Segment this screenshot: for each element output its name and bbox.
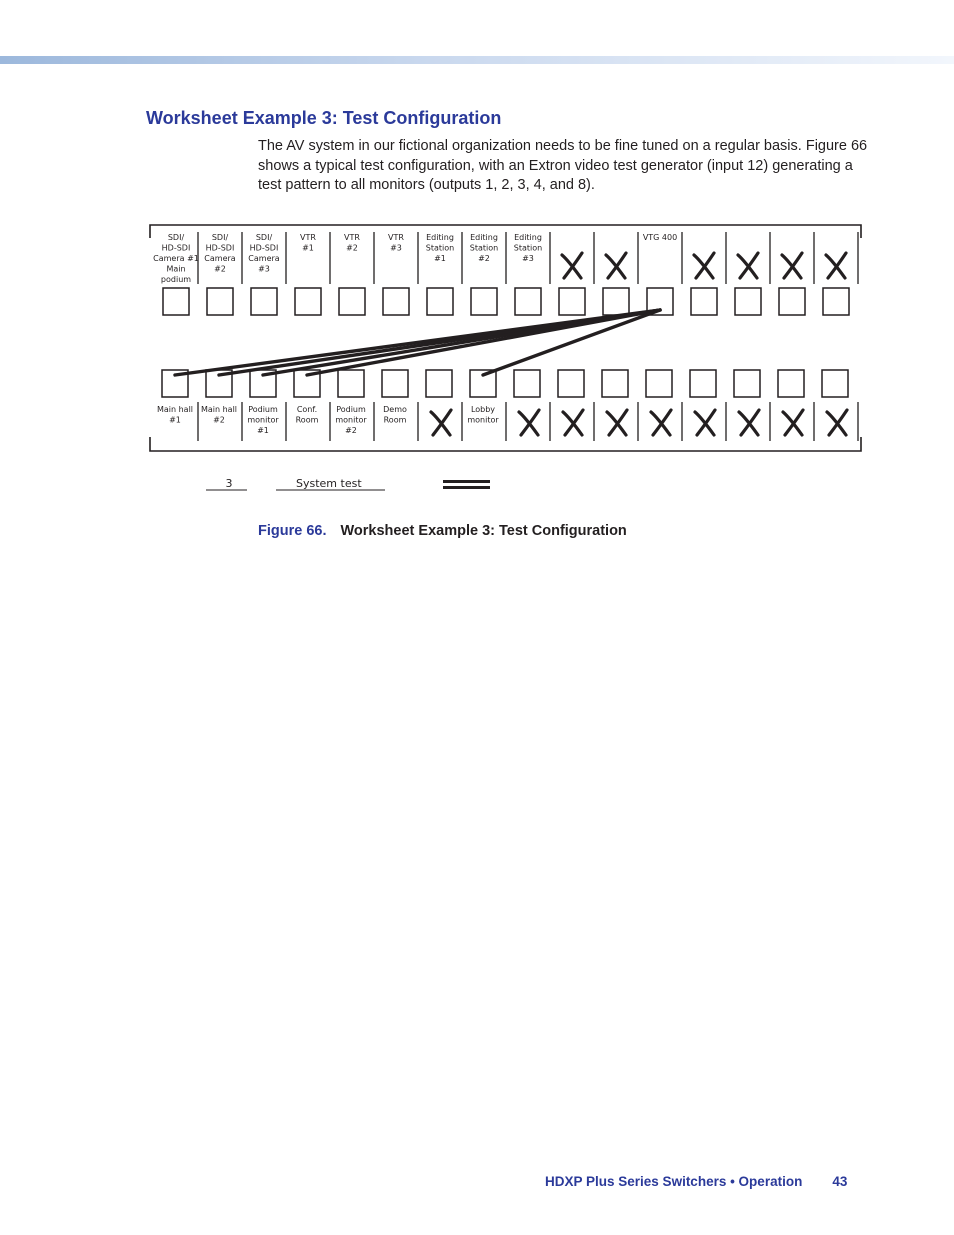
input-box-9	[515, 288, 541, 315]
input-box-3	[251, 288, 277, 315]
output-label-8: Lobby monitor	[467, 405, 499, 425]
input-label-9: Editing Station #3	[513, 233, 543, 263]
output-box-13	[690, 370, 716, 397]
output-label-2: Main hall #2	[200, 405, 238, 425]
input-label-6: VTR #3	[388, 233, 404, 253]
input-label-12: VTG 400	[642, 233, 678, 242]
unused-input-x-icon	[782, 253, 802, 278]
tie-lines	[175, 310, 660, 375]
input-box-13	[691, 288, 717, 315]
output-box-11	[602, 370, 628, 397]
input-label-1: SDI/ HD-SDI Camera #1 Main podium	[153, 233, 199, 284]
preset-number: 3	[225, 477, 233, 490]
input-box-6	[383, 288, 409, 315]
input-box-10	[559, 288, 585, 315]
section-heading: Worksheet Example 3: Test Configuration	[146, 108, 502, 128]
output-label-4: Conf. Room	[295, 405, 319, 425]
input-box-11	[603, 288, 629, 315]
input-box-8	[471, 288, 497, 315]
intro-paragraph: The AV system in our fictional organization needs to be fine tuned on a regular basis. Figure 66 shows a typical test configuration, with an Extron video test generator (input 12) generating a test pattern to all monitors (outputs 1, 2, 3, 4, and 8).	[258, 138, 868, 193]
unused-output-x-icon	[607, 410, 627, 435]
unused-output-x-icon	[651, 410, 671, 435]
input-box-14	[735, 288, 761, 315]
tie-line-12-4	[307, 310, 660, 375]
figure-title: Worksheet Example 3: Test Configuration	[340, 523, 627, 539]
input-box-7	[427, 288, 453, 315]
unused-output-x-icon	[563, 410, 583, 435]
input-label-3: SDI/ HD-SDI Camera #3	[248, 233, 280, 274]
page-footer	[545, 1174, 847, 1189]
input-labels	[153, 233, 846, 284]
input-box-1	[163, 288, 189, 315]
footer-title: HDXP Plus Series Switchers • Operation	[545, 1174, 803, 1189]
unused-output-x-icon	[783, 410, 803, 435]
unused-input-x-icon	[606, 253, 626, 278]
unused-output-x-icon	[827, 410, 847, 435]
input-box-5	[339, 288, 365, 315]
unused-output-x-icon	[519, 410, 539, 435]
preset-row	[206, 477, 490, 490]
output-labels	[157, 405, 847, 435]
output-box-6	[382, 370, 408, 397]
output-box-15	[778, 370, 804, 397]
input-label-7: Editing Station #1	[425, 233, 455, 263]
unused-input-x-icon	[562, 253, 582, 278]
input-box-16	[823, 288, 849, 315]
output-label-3: Podium monitor #1	[247, 405, 279, 435]
unused-input-x-icon	[826, 253, 846, 278]
output-label-5: Podium monitor #2	[335, 405, 367, 435]
output-label-1: Main hall #1	[156, 405, 194, 425]
output-box-10	[558, 370, 584, 397]
input-label-5: VTR #2	[344, 233, 360, 253]
output-box-9	[514, 370, 540, 397]
figure-caption	[258, 523, 627, 539]
input-label-8: Editing Station #2	[469, 233, 499, 263]
input-label-4: VTR #1	[300, 233, 316, 253]
unused-input-x-icon	[694, 253, 714, 278]
preset-line-sample	[443, 480, 490, 483]
input-box-2	[207, 288, 233, 315]
page-number: 43	[832, 1174, 848, 1189]
output-box-5	[338, 370, 364, 397]
output-box-12	[646, 370, 672, 397]
input-box-15	[779, 288, 805, 315]
input-label-2: SDI/ HD-SDI Camera #2	[204, 233, 236, 274]
unused-output-x-icon	[739, 410, 759, 435]
input-boxes	[163, 288, 849, 315]
output-box-7	[426, 370, 452, 397]
unused-input-x-icon	[738, 253, 758, 278]
unused-output-x-icon	[695, 410, 715, 435]
figure-number: Figure 66.	[258, 523, 327, 539]
input-box-4	[295, 288, 321, 315]
preset-name: System test	[296, 477, 362, 490]
output-box-16	[822, 370, 848, 397]
unused-output-x-icon	[431, 410, 451, 435]
output-label-6: Demo Room	[383, 405, 407, 425]
output-box-14	[734, 370, 760, 397]
tie-line-12-8	[483, 310, 660, 375]
worksheet-figure	[0, 0, 954, 560]
preset-line-sample-lower	[443, 486, 490, 489]
